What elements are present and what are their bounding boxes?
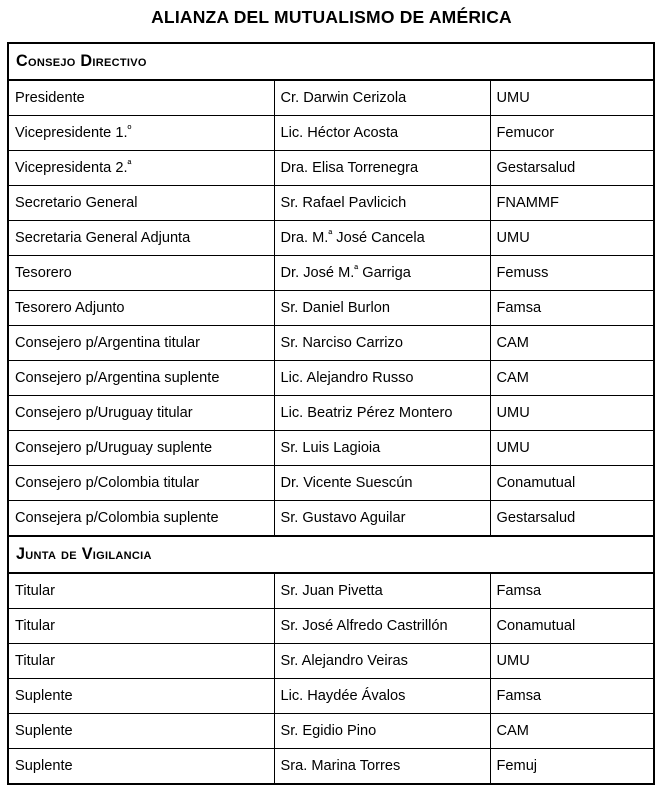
role-cell: Tesorero Adjunto xyxy=(8,291,274,326)
table-row xyxy=(8,749,654,785)
name-cell: Dra. Elisa Torrenegra xyxy=(274,151,490,186)
role-cell: Titular xyxy=(8,573,274,609)
name-cell: Sr. Gustavo Aguilar xyxy=(274,501,490,537)
role-cell: Presidente xyxy=(8,80,274,116)
table-row xyxy=(8,501,654,537)
role-cell: Suplente xyxy=(8,749,274,785)
table-row xyxy=(8,679,654,714)
role-cell: Suplente xyxy=(8,714,274,749)
name-cell: Cr. Darwin Cerizola xyxy=(274,80,490,116)
role-cell: Secretaria General Adjunta xyxy=(8,221,274,256)
organization-cell: Conamutual xyxy=(490,609,654,644)
name-cell: Lic. Alejandro Russo xyxy=(274,361,490,396)
page-title: ALIANZA DEL MUTUALISMO DE AMÉRICA xyxy=(151,7,512,27)
organization-cell: Femuj xyxy=(490,749,654,785)
name-cell: Sr. Luis Lagioia xyxy=(274,431,490,466)
organization-cell: CAM xyxy=(490,326,654,361)
name-cell: Lic. Haydée Ávalos xyxy=(274,679,490,714)
organization-cell: CAM xyxy=(490,714,654,749)
organization-roster-table xyxy=(7,42,655,785)
name-cell: Lic. Héctor Acosta xyxy=(274,116,490,151)
table-row xyxy=(8,573,654,609)
table-row xyxy=(8,151,654,186)
table-row xyxy=(8,431,654,466)
organization-cell: Famsa xyxy=(490,291,654,326)
section-heading: Junta de Vigilancia xyxy=(8,536,654,573)
role-cell: Consejero p/Uruguay titular xyxy=(8,396,274,431)
table-row xyxy=(8,714,654,749)
role-cell: Consejera p/Colombia suplente xyxy=(8,501,274,537)
role-cell: Suplente xyxy=(8,679,274,714)
name-cell: Dr. José M.$^ª$ Garriga xyxy=(274,256,490,291)
role-cell: Tesorero xyxy=(8,256,274,291)
name-cell: Sr. Juan Pivetta xyxy=(274,573,490,609)
section-heading: Consejo Directivo xyxy=(8,43,654,80)
name-cell: Sr. Daniel Burlon xyxy=(274,291,490,326)
organization-cell: Gestarsalud xyxy=(490,501,654,537)
table-row xyxy=(8,256,654,291)
table-row xyxy=(8,361,654,396)
table-row xyxy=(8,466,654,501)
ordinal-indicator: ª xyxy=(127,158,132,171)
role-cell: Consejero p/Argentina suplente xyxy=(8,361,274,396)
organization-cell: Femucor xyxy=(490,116,654,151)
role-cell: Titular xyxy=(8,644,274,679)
organization-cell: UMU xyxy=(490,396,654,431)
ordinal-indicator: ª xyxy=(354,263,359,276)
table-row xyxy=(8,221,654,256)
name-cell: Sr. Narciso Carrizo xyxy=(274,326,490,361)
ordinal-indicator: ª xyxy=(328,228,333,241)
section-header-row xyxy=(8,536,654,573)
table-row xyxy=(8,396,654,431)
organization-cell: FNAMMF xyxy=(490,186,654,221)
name-cell: Dra. M.$^ª$ José Cancela xyxy=(274,221,490,256)
name-cell: Sra. Marina Torres xyxy=(274,749,490,785)
ordinal-indicator: º xyxy=(127,123,132,136)
table-row xyxy=(8,326,654,361)
name-cell: Sr. Rafael Pavlicich xyxy=(274,186,490,221)
organization-cell: Famsa xyxy=(490,573,654,609)
name-cell: Sr. Egidio Pino xyxy=(274,714,490,749)
organization-cell: Famsa xyxy=(490,679,654,714)
table-row xyxy=(8,609,654,644)
organization-cell: Femuss xyxy=(490,256,654,291)
role-cell: Consejero p/Argentina titular xyxy=(8,326,274,361)
organization-cell: Conamutual xyxy=(490,466,654,501)
table-row xyxy=(8,116,654,151)
name-cell: Lic. Beatriz Pérez Montero xyxy=(274,396,490,431)
organization-cell: UMU xyxy=(490,431,654,466)
name-cell: Dr. Vicente Suescún xyxy=(274,466,490,501)
role-cell: Vicepresidenta 2.$^ª$ xyxy=(8,151,274,186)
role-cell: Vicepresidente 1.$^º$ xyxy=(8,116,274,151)
name-cell: Sr. Alejandro Veiras xyxy=(274,644,490,679)
table-row xyxy=(8,80,654,116)
role-cell: Titular xyxy=(8,609,274,644)
organization-cell: UMU xyxy=(490,644,654,679)
table-row xyxy=(8,644,654,679)
role-cell: Consejero p/Uruguay suplente xyxy=(8,431,274,466)
name-cell: Sr. José Alfredo Castrillón xyxy=(274,609,490,644)
table-body xyxy=(8,43,654,784)
role-cell: Secretario General xyxy=(8,186,274,221)
section-header-row xyxy=(8,43,654,80)
organization-cell: UMU xyxy=(490,221,654,256)
organization-cell: Gestarsalud xyxy=(490,151,654,186)
table-row xyxy=(8,186,654,221)
role-cell: Consejero p/Colombia titular xyxy=(8,466,274,501)
table-row xyxy=(8,291,654,326)
organization-cell: UMU xyxy=(490,80,654,116)
organization-cell: CAM xyxy=(490,361,654,396)
